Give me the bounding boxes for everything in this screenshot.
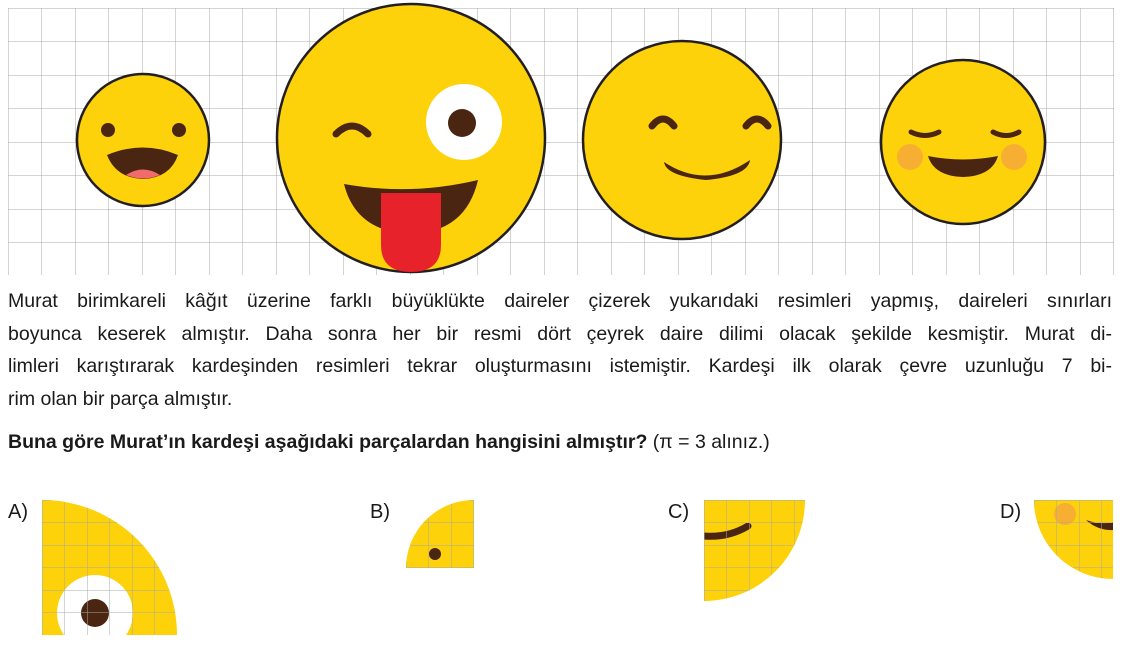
question-bold: Buna göre Murat’ın kardeşi aşağıdaki parçalardan hangisini almıştır? xyxy=(8,431,648,453)
question-note: (π = 3 alınız.) xyxy=(647,431,770,453)
option-c-piece[interactable] xyxy=(702,498,808,602)
option-d-piece[interactable] xyxy=(1032,498,1116,582)
problem-paragraph xyxy=(8,285,1112,415)
paragraph-line: boyunca keserek almıştır. Daha sonra her bir resmi dört çeyrek daire dilimi olacak şekilde kesmiştir. Murat di- xyxy=(8,322,1112,345)
option-c-label[interactable]: C) xyxy=(668,501,690,523)
smiling-face-icon xyxy=(583,41,781,239)
emoji-grid-figure xyxy=(0,0,1126,280)
winking-tongue-face-icon xyxy=(277,4,545,272)
option-a-label[interactable]: A) xyxy=(8,501,28,523)
paragraph-line: rim olan bir parça almıştır. xyxy=(8,387,233,410)
option-b-piece[interactable] xyxy=(404,498,476,570)
option-d-label[interactable]: D) xyxy=(1000,501,1022,523)
option-a-piece[interactable] xyxy=(40,498,180,638)
paragraph-line: Murat birimkareli kâğıt üzerine farklı büyüklükte daireler çizerek yukarıdaki resimleri yapmış, daireleri sınırları xyxy=(8,290,1112,312)
blushing-face-icon xyxy=(881,60,1045,224)
question-text xyxy=(8,428,770,456)
paragraph-line: limleri karıştırarak kardeşinden resimleri tekrar oluşturmasını istemiştir. Kardeşi ilk olarak çevre uzunluğu 7 bi- xyxy=(8,355,1112,377)
grinning-face-icon xyxy=(77,74,209,206)
option-b-label[interactable]: B) xyxy=(370,501,390,523)
